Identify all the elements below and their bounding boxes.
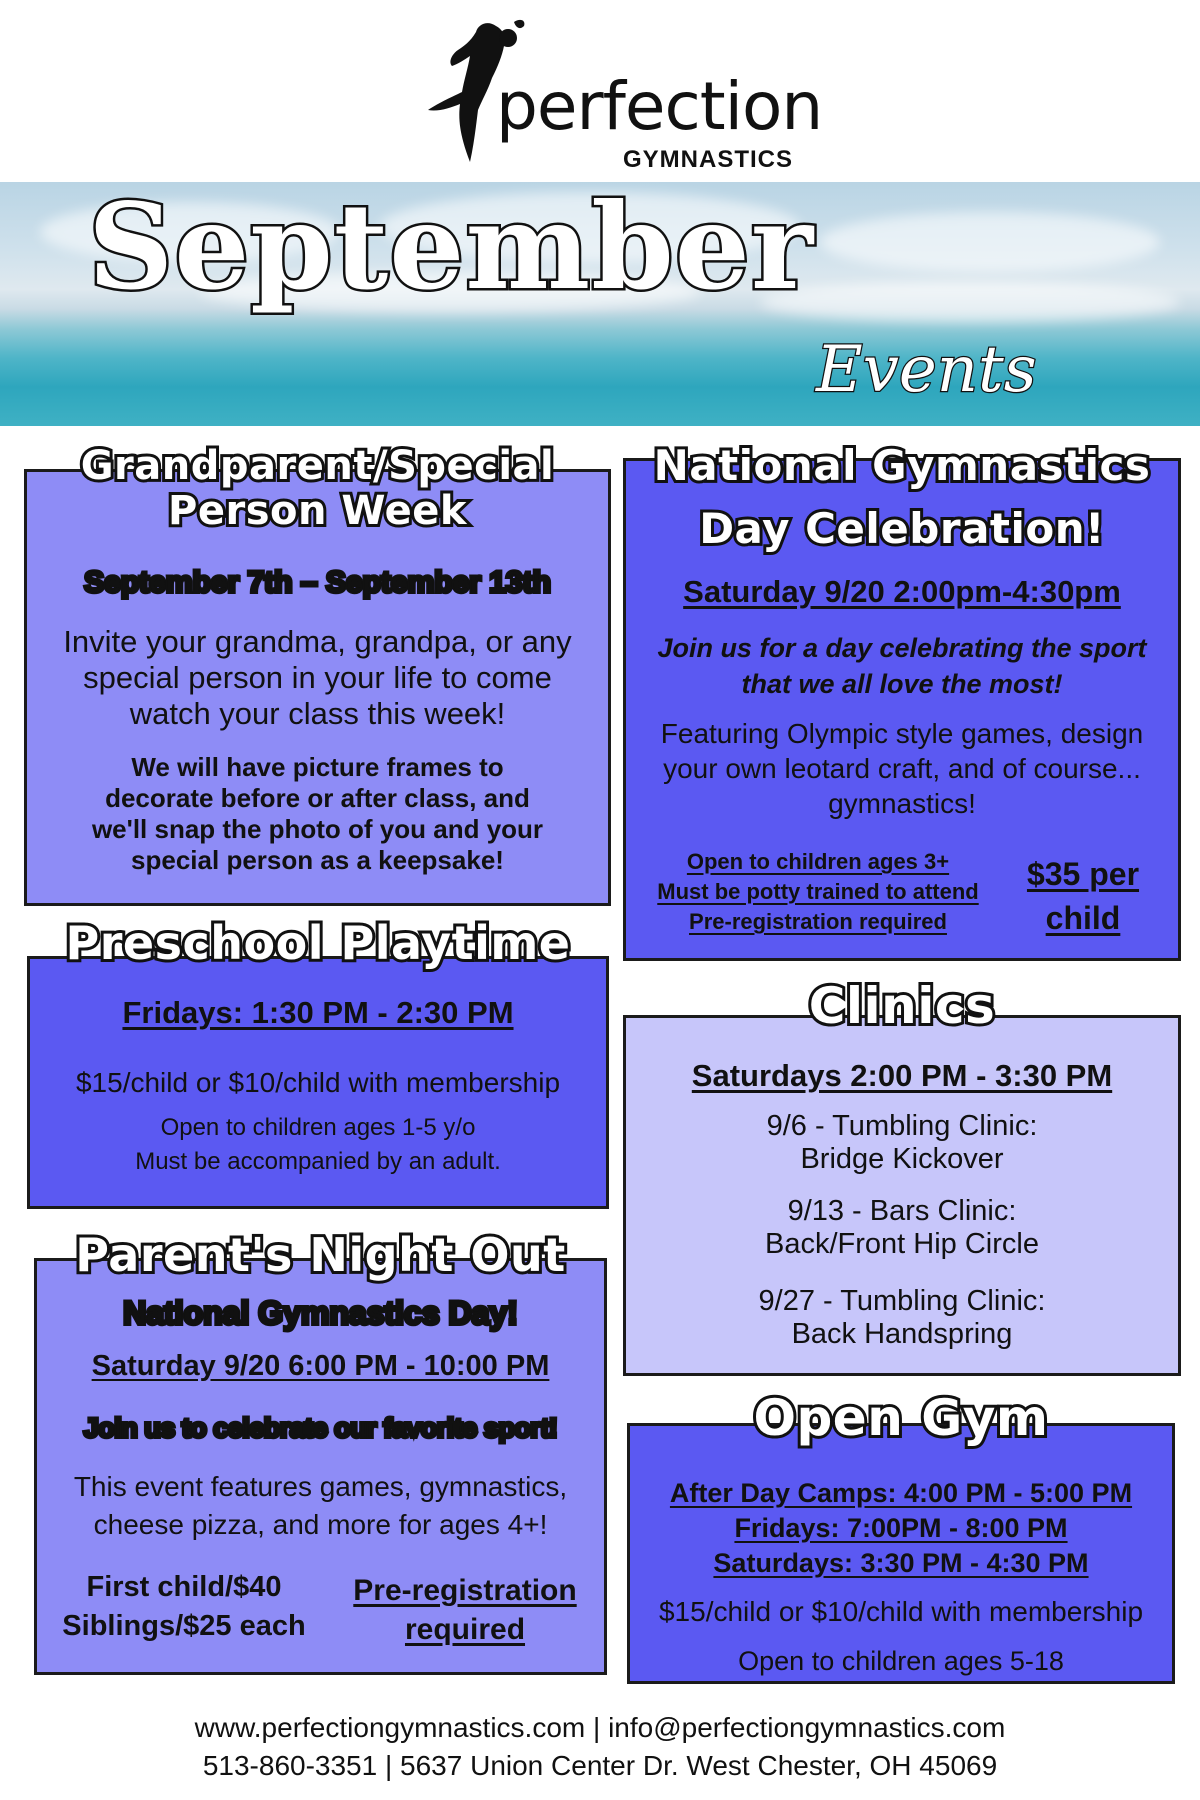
parents-night-registration: Pre-registration required [353, 1574, 577, 1646]
national-day-title: National Gymnastics Day Celebration! [653, 441, 1151, 553]
grandparent-week-title: Grandparent/Special Person Week [80, 443, 555, 534]
national-day-time: Saturday 9/20 2:00pm-4:30pm [683, 574, 1121, 609]
open-gym-price: $15/child or $10/child with membership [658, 1596, 1144, 1627]
logo-wordmark: perfection [496, 68, 823, 145]
preschool-ages: Open to children ages 1-5 y/o [160, 1114, 476, 1141]
clinics-title: Clinics [808, 977, 996, 1035]
clinic-item: 9/27 - Tumbling Clinic: Back Handspring [758, 1285, 1046, 1350]
parents-night-tagline: Join us to celebrate our favorite sport! [83, 1413, 558, 1443]
national-day-requirements: Open to children ages 3+ Must be potty trained to attend Pre-registration required [657, 849, 979, 934]
national-day-tagline: Join us for a day celebrating the sport that we all love the most! [657, 633, 1147, 699]
parents-night-time: Saturday 9/20 6:00 PM - 10:00 PM [91, 1350, 550, 1382]
open-gym-time-fridays: Fridays: 7:00PM - 8:00 PM [734, 1513, 1068, 1543]
clinics-time: Saturdays 2:00 PM - 3:30 PM [691, 1058, 1113, 1093]
parents-night-price: First child/$40 Siblings/$25 each [62, 1571, 306, 1642]
banner-title: September [88, 177, 814, 316]
clinic-item: 9/6 - Tumbling Clinic: Bridge Kickover [766, 1110, 1038, 1175]
preschool-note: Must be accompanied by an adult. [135, 1148, 501, 1175]
footer-contact-web[interactable]: www.perfectiongymnastics.com | info@perfectiongymnastics.com [194, 1712, 1006, 1743]
parents-night-description: This event features games, gymnastics, cheese pizza, and more for ages 4+! [73, 1471, 568, 1540]
banner-subtitle: Events [816, 333, 1037, 407]
clinic-item: 9/13 - Bars Clinic: Back/Front Hip Circle [765, 1195, 1039, 1260]
national-day-features: Featuring Olympic style games, design your own leotard craft, and of course... gymnastics! [660, 718, 1144, 819]
open-gym-time-saturdays: Saturdays: 3:30 PM - 4:30 PM [713, 1548, 1089, 1578]
preschool-time: Fridays: 1:30 PM - 2:30 PM [122, 995, 514, 1030]
open-gym-time-day-camps: After Day Camps: 4:00 PM - 5:00 PM [669, 1478, 1133, 1508]
footer-contact-address: 513-860-3351 | 5637 Union Center Dr. West Chester, OH 45069 [202, 1750, 998, 1781]
logo-subtitle: GYMNASTICS [623, 146, 794, 173]
open-gym-title: Open Gym [753, 1389, 1049, 1447]
grandparent-invite-text: Invite your grandma, grandpa, or any special person in your life to come watch your class this week! [63, 624, 572, 731]
preschool-price: $15/child or $10/child with membership [75, 1067, 561, 1098]
logo [418, 16, 838, 173]
open-gym-ages: Open to children ages 5-18 [738, 1646, 1064, 1676]
grandparent-dates: September 7th – September 13th [84, 566, 551, 599]
preschool-title: Preschool Playtime [65, 916, 571, 970]
parents-night-title: Parent's Night Out [75, 1228, 566, 1282]
grandparent-frames-text: We will have picture frames to decorate before or after class, and we'll snap the photo of you and your special person as a keepsake! [91, 752, 544, 875]
national-day-price: $35 per child [1026, 856, 1140, 936]
parents-night-subtitle: National Gymnastics Day! [123, 1295, 518, 1331]
